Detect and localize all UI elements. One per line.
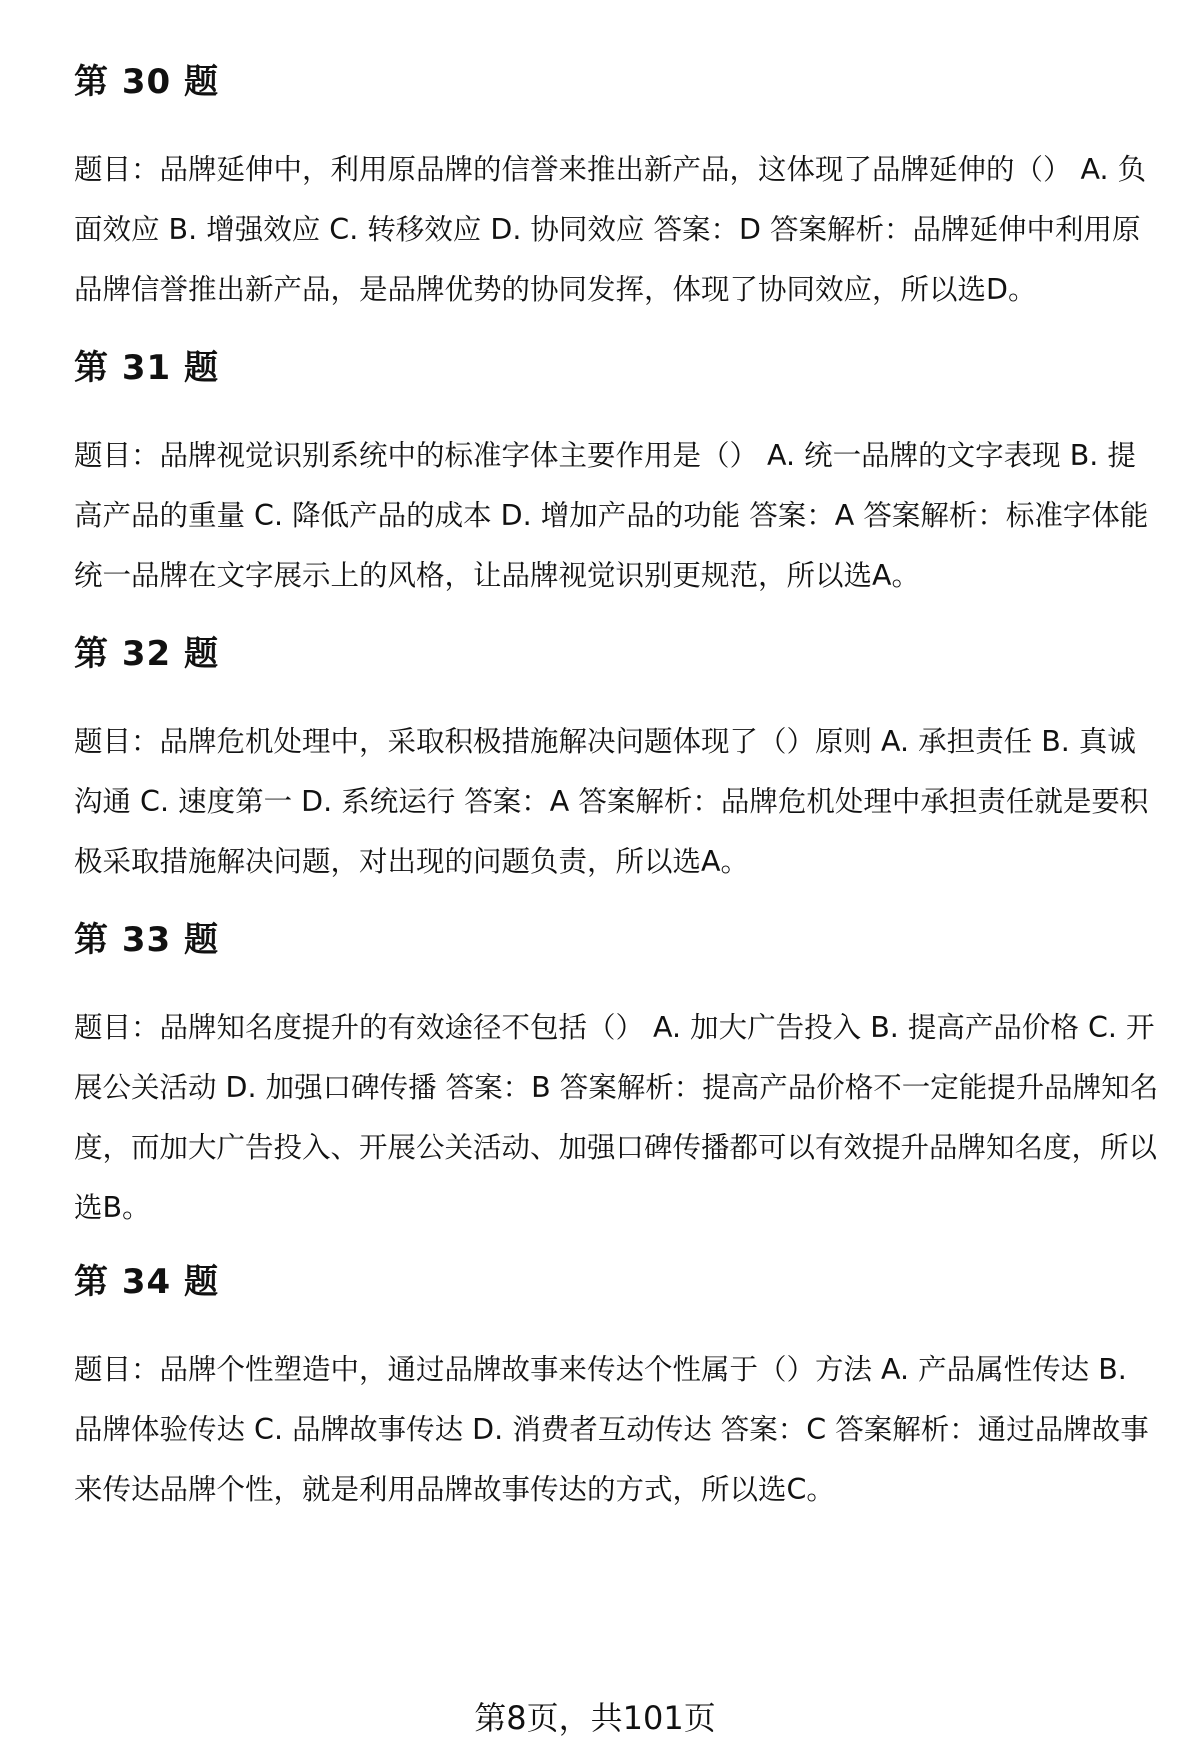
question-body: 题目：品牌延伸中，利用原品牌的信誉来推出新产品，这体现了品牌延伸的（） A. 负面效应 B. 增强效应 C. 转移效应 D. 协同效应 答案：D 答案解析：品牌延伸中利用原品牌信誉推出新产品，是品牌优势的协同发挥，体现了协同效应，所以选D。 — [74, 153, 1147, 306]
question-32 — [74, 634, 1164, 878]
question-heading: 第 30 题 — [74, 62, 219, 102]
question-34 — [74, 1262, 1164, 1506]
question-30 — [74, 62, 1164, 306]
question-heading: 第 33 题 — [74, 920, 219, 960]
question-31 — [74, 348, 1164, 592]
question-33 — [74, 920, 1164, 1224]
question-heading: 第 34 题 — [74, 1262, 219, 1302]
question-body: 题目：品牌视觉识别系统中的标准字体主要作用是（） A. 统一品牌的文字表现 B. 提高产品的重量 C. 降低产品的成本 D. 增加产品的功能 答案：A 答案解析：标准字体能统一品牌在文字展示上的风格，让品牌视觉识别更规范，所以选A。 — [74, 439, 1149, 592]
question-body: 题目：品牌危机处理中，采取积极措施解决问题体现了（）原则 A. 承担责任 B. 真诚沟通 C. 速度第一 D. 系统运行 答案：A 答案解析：品牌危机处理中承担责任就是要积极采取措施解决问题，对出现的问题负责，所以选A。 — [74, 725, 1149, 878]
question-heading: 第 32 题 — [74, 634, 219, 674]
question-body: 题目：品牌知名度提升的有效途径不包括（） A. 加大广告投入 B. 提高产品价格 C. 开展公关活动 D. 加强口碑传播 答案：B 答案解析：提高产品价格不一定能提升品牌知名度，而加大广告投入、开展公关活动、加强口碑传播都可以有效提升品牌知名度，所以选B。 — [74, 1011, 1159, 1224]
question-body: 题目：品牌个性塑造中，通过品牌故事来传达个性属于（）方法 A. 产品属性传达 B. 品牌体验传达 C. 品牌故事传达 D. 消费者互动传达 答案：C 答案解析：通过品牌故事来传达品牌个性，就是利用品牌故事传达的方式，所以选C。 — [74, 1353, 1149, 1506]
question-heading: 第 31 题 — [74, 348, 219, 388]
page-number-footer: 第8页，共101页 — [474, 1699, 716, 1737]
